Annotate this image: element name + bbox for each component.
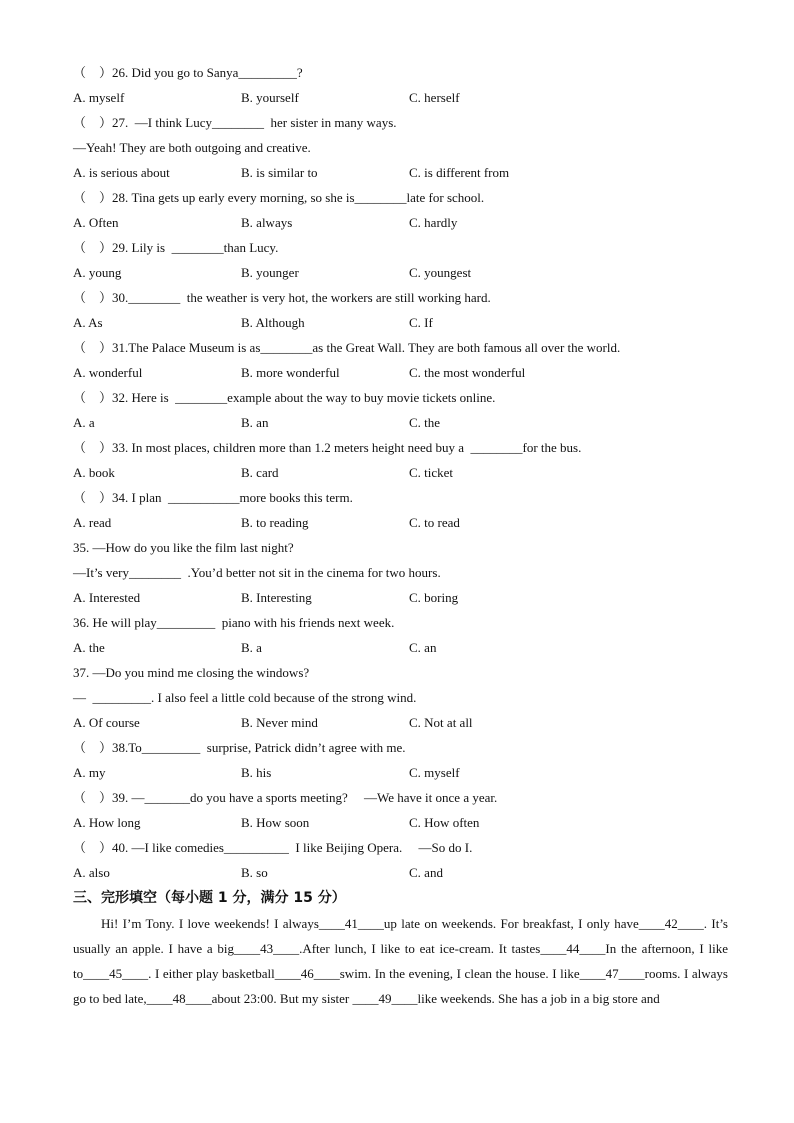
cloze-blank-43: ____43____ <box>234 941 300 956</box>
question-30-options <box>73 314 733 332</box>
question-26-stem: （ ）26. Did you go to Sanya_________? <box>73 65 303 80</box>
question-29-options <box>73 264 733 282</box>
option-a: A. a <box>73 415 95 430</box>
cloze-blank-41: ____41____ <box>318 916 384 931</box>
question-40-options <box>73 864 733 882</box>
option-c: C. boring <box>409 590 459 605</box>
cloze-text: swim. In the evening, I clean the house. I like <box>339 966 580 981</box>
cloze-text: rooms. I always go to bed late, <box>73 966 728 1006</box>
option-c: C. How often <box>409 815 480 830</box>
option-b: B. Interesting <box>241 590 312 605</box>
question-26-options <box>73 89 733 107</box>
option-b: B. younger <box>241 265 299 280</box>
option-c: C. ticket <box>409 465 454 480</box>
question-36-options <box>73 639 733 657</box>
question-38-stem: （ ）38.To_________ surprise, Patrick didn’t agree with me. <box>73 740 406 755</box>
question-36-stem: 36. He will play_________ piano with his friends next week. <box>73 615 395 630</box>
option-b: B. to reading <box>241 515 309 530</box>
option-a: A. As <box>73 315 103 330</box>
cloze-text: about 23:00. But my sister <box>211 991 353 1006</box>
question-37-options <box>73 714 733 732</box>
question-30-stem: （ ）30.________ the weather is very hot, the workers are still working hard. <box>73 290 491 305</box>
option-c: C. herself <box>409 90 460 105</box>
cloze-text: up late on weekends. For breakfast, I only have <box>383 916 639 931</box>
cloze-text: In the afternoon, I like to <box>73 941 729 981</box>
option-b: B. Although <box>241 315 305 330</box>
option-b: B. an <box>241 415 269 430</box>
cloze-text: . I either play basketball <box>148 966 275 981</box>
section-3-heading: 三、完形填空（每小题 1 分，满分 15 分） <box>73 890 346 906</box>
question-35-stem: 35. —How do you like the film last night? <box>73 540 294 555</box>
cloze-blank-49: ____49____ <box>352 991 418 1006</box>
question-37-reply: — _________. I also feel a little cold because of the strong wind. <box>73 690 417 705</box>
option-b: B. always <box>241 215 293 230</box>
option-a: A. also <box>73 865 110 880</box>
cloze-blank-42: ____42____ <box>638 916 704 931</box>
option-a: A. the <box>73 640 105 655</box>
option-a: A. Of course <box>73 715 140 730</box>
question-37-stem: 37. —Do you mind me closing the windows? <box>73 665 310 680</box>
question-34-stem: （ ）34. I plan ___________more books this term. <box>73 490 353 505</box>
question-31-stem: （ ）31.The Palace Museum is as________as the Great Wall. They are both famous all over the world. <box>73 340 621 355</box>
question-28-stem: （ ）28. Tina gets up early every morning, so she is________late for school. <box>73 190 485 205</box>
option-c: C. and <box>409 865 443 880</box>
cloze-blank-48: ____48____ <box>146 991 212 1006</box>
cloze-blank-44: ____44____ <box>540 941 606 956</box>
question-35-reply: —It’s very________ .You’d better not sit in the cinema for two hours. <box>73 565 441 580</box>
question-31-options <box>73 364 733 382</box>
question-27-options <box>73 164 733 182</box>
option-a: A. How long <box>73 815 141 830</box>
option-c: C. Not at all <box>409 715 473 730</box>
option-c: C. the <box>409 415 441 430</box>
cloze-blank-47: ____47____ <box>579 966 645 981</box>
question-32-options <box>73 414 733 432</box>
question-35-options <box>73 589 733 607</box>
option-c: C. is different from <box>409 165 510 180</box>
option-b: B. Never mind <box>241 715 318 730</box>
option-b: B. a <box>241 640 262 655</box>
option-b: B. his <box>241 765 272 780</box>
question-27-stem: （ ）27. —I think Lucy________ her sister in many ways. <box>73 115 397 130</box>
option-c: C. hardly <box>409 215 458 230</box>
question-28-options <box>73 214 733 232</box>
question-27-reply: —Yeah! They are both outgoing and creative. <box>73 140 311 155</box>
option-a: A. Often <box>73 215 119 230</box>
cloze-text: Hi! I’m Tony. I love weekends! I always <box>101 916 319 931</box>
option-a: A. wonderful <box>73 365 143 380</box>
option-b: B. yourself <box>241 90 299 105</box>
option-c: C. an <box>409 640 437 655</box>
question-33-stem: （ ）33. In most places, children more than 1.2 meters height need buy a ________for the bus. <box>73 440 582 455</box>
option-b: B. How soon <box>241 815 310 830</box>
question-29-stem: （ ）29. Lily is ________than Lucy. <box>73 240 279 255</box>
option-c: C. myself <box>409 765 460 780</box>
option-a: A. read <box>73 515 112 530</box>
cloze-text: . It’s usually an apple. I have a big <box>73 916 728 956</box>
option-a: A. my <box>73 765 106 780</box>
option-c: C. to read <box>409 515 460 530</box>
option-b: B. more wonderful <box>241 365 340 380</box>
option-b: B. card <box>241 465 279 480</box>
option-a: A. is serious about <box>73 165 170 180</box>
option-b: B. is similar to <box>241 165 318 180</box>
question-39-stem: （ ）39. —_______do you have a sports meeting? —We have it once a year. <box>73 790 498 805</box>
option-c: C. youngest <box>409 265 472 280</box>
question-38-options <box>73 764 733 782</box>
option-c: C. If <box>409 315 433 330</box>
cloze-text: like weekends. She has a job in a big store and <box>417 991 660 1006</box>
question-40-stem: （ ）40. —I like comedies__________ I like Beijing Opera. —So do I. <box>73 840 473 855</box>
option-c: C. the most wonderful <box>409 365 526 380</box>
cloze-blank-45: ____45____ <box>83 966 149 981</box>
option-a: A. young <box>73 265 122 280</box>
cloze-text: .After lunch, I like to eat ice-cream. It tastes <box>299 941 541 956</box>
question-32-stem: （ ）32. Here is ________example about the way to buy movie tickets online. <box>73 390 496 405</box>
cloze-paragraph <box>73 911 728 1011</box>
option-a: A. book <box>73 465 115 480</box>
question-33-options <box>73 464 733 482</box>
option-a: A. Interested <box>73 590 141 605</box>
option-b: B. so <box>241 865 268 880</box>
option-a: A. myself <box>73 90 125 105</box>
question-39-options <box>73 814 733 832</box>
question-34-options <box>73 514 733 532</box>
cloze-blank-46: ____46____ <box>274 966 340 981</box>
